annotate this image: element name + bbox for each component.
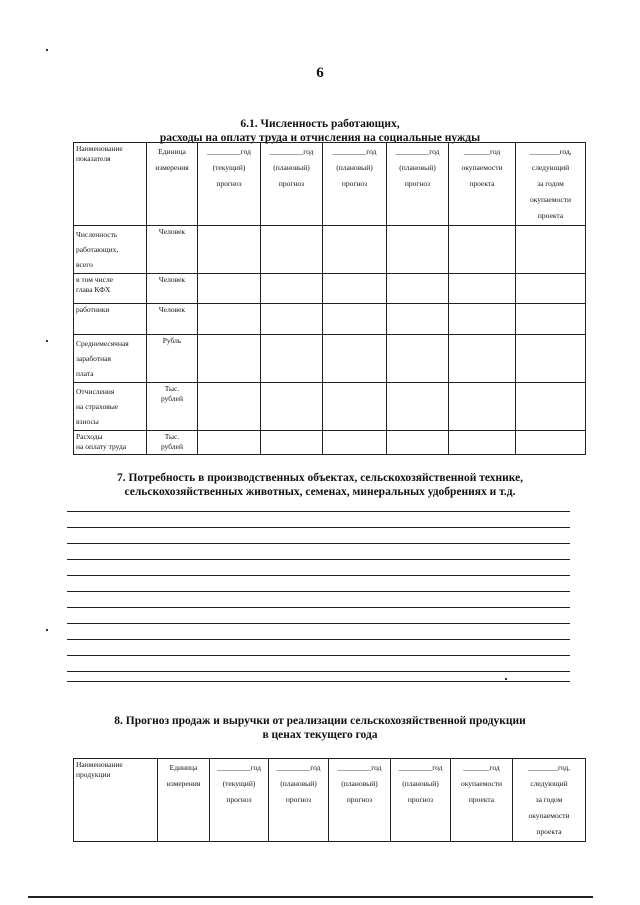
value-cell[interactable] (387, 383, 449, 431)
header-cell: _________год (плановый) прогноз (269, 759, 329, 842)
section-7-title (0, 471, 640, 499)
table-header-row (74, 759, 586, 842)
value-cell[interactable] (323, 226, 387, 274)
value-cell[interactable] (323, 304, 387, 335)
value-cell[interactable] (323, 383, 387, 431)
value-cell[interactable] (516, 335, 586, 383)
table-row (74, 431, 586, 455)
value-cell[interactable] (198, 383, 261, 431)
value-cell[interactable] (449, 431, 516, 455)
value-cell[interactable] (323, 431, 387, 455)
value-cell[interactable] (387, 335, 449, 383)
header-cell: Наименование показателя (74, 143, 147, 226)
header-cell: Наименование продукции (74, 759, 158, 842)
table-row (74, 383, 586, 431)
sales-forecast-table (73, 758, 586, 842)
section-7-title-line1: 7. Потребность в производственных объектах, сельскохозяйственной технике, (116, 472, 524, 484)
value-cell[interactable] (516, 274, 586, 304)
fill-line[interactable] (67, 681, 570, 682)
value-cell[interactable] (261, 335, 323, 383)
fill-line[interactable] (67, 543, 570, 544)
fill-line[interactable] (67, 511, 570, 512)
value-cell[interactable] (387, 431, 449, 455)
header-cell: _________год (текущий) прогноз (198, 143, 261, 226)
value-cell[interactable] (387, 226, 449, 274)
scan-speck (46, 340, 48, 342)
value-cell[interactable] (198, 274, 261, 304)
value-cell[interactable] (261, 226, 323, 274)
row-name-cell: Численность работающих, всего (74, 226, 147, 274)
scan-speck (505, 678, 507, 680)
value-cell[interactable] (449, 335, 516, 383)
header-cell: _________год (плановый) прогноз (323, 143, 387, 226)
header-cell: ________год, следующий за годом окупаемости проекта (513, 759, 586, 842)
value-cell[interactable] (261, 304, 323, 335)
table-row (74, 335, 586, 383)
row-unit-cell: Рубль (147, 335, 198, 383)
header-cell: _______год окупаемости проекта (449, 143, 516, 226)
row-unit-cell: Тыс. рублей (147, 383, 198, 431)
header-cell: Единица измерения (147, 143, 198, 226)
row-name-cell: Отчисления на страховые взносы (74, 383, 147, 431)
row-name-cell: в том числе глава КФХ (74, 274, 147, 304)
row-unit-cell: Человек (147, 274, 198, 304)
section-6-1-title (0, 117, 640, 145)
value-cell[interactable] (198, 304, 261, 335)
scan-speck (46, 629, 48, 631)
scan-speck (46, 49, 48, 51)
value-cell[interactable] (198, 335, 261, 383)
value-cell[interactable] (449, 226, 516, 274)
row-name-cell: Расходы на оплату труда (74, 431, 147, 455)
fill-line[interactable] (67, 527, 570, 528)
value-cell[interactable] (198, 431, 261, 455)
value-cell[interactable] (323, 274, 387, 304)
value-cell[interactable] (261, 274, 323, 304)
fill-line[interactable] (67, 575, 570, 576)
section-8-title-line1: 8. Прогноз продаж и выручки от реализации сельскохозяйственной продукции (114, 715, 526, 727)
section-7-title-line2: сельскохозяйственных животных, семенах, минеральных удобрениях и т.д. (124, 486, 516, 498)
fill-line[interactable] (67, 639, 570, 640)
value-cell[interactable] (516, 383, 586, 431)
header-cell: _________год (текущий) прогноз (210, 759, 269, 842)
value-cell[interactable] (323, 335, 387, 383)
table-row (74, 274, 586, 304)
fill-line[interactable] (67, 607, 570, 608)
value-cell[interactable] (516, 431, 586, 455)
value-cell[interactable] (449, 274, 516, 304)
fill-line[interactable] (67, 671, 570, 672)
value-cell[interactable] (449, 304, 516, 335)
bottom-rule (28, 896, 593, 898)
header-cell: _______год окупаемости проекта (451, 759, 513, 842)
staff-costs-table (73, 142, 586, 455)
fill-line[interactable] (67, 591, 570, 592)
value-cell[interactable] (198, 226, 261, 274)
header-cell: _________год (плановый) прогноз (261, 143, 323, 226)
value-cell[interactable] (516, 304, 586, 335)
section-6-1-title-line1: 6.1. Численность работающих, (240, 118, 400, 130)
section-6-1-title-line2: расходы на оплату труда и отчисления на социальные нужды (159, 132, 481, 144)
page-number: 6 (316, 65, 324, 81)
header-cell: Единица измерения (158, 759, 210, 842)
fill-line[interactable] (67, 559, 570, 560)
value-cell[interactable] (449, 383, 516, 431)
header-cell: ________год, следующий за годом окупаемости проекта (516, 143, 586, 226)
value-cell[interactable] (261, 431, 323, 455)
value-cell[interactable] (261, 383, 323, 431)
value-cell[interactable] (387, 304, 449, 335)
fill-line[interactable] (67, 623, 570, 624)
row-name-cell: работники (74, 304, 147, 335)
table-row (74, 226, 586, 274)
header-cell: _________год (плановый) прогноз (391, 759, 451, 842)
row-unit-cell: Тыс. рублей (147, 431, 198, 455)
header-cell: _________год (плановый) прогноз (329, 759, 391, 842)
value-cell[interactable] (387, 274, 449, 304)
header-cell: _________год (плановый) прогноз (387, 143, 449, 226)
fill-line[interactable] (67, 655, 570, 656)
table-row (74, 304, 586, 335)
row-unit-cell: Человек (147, 304, 198, 335)
row-unit-cell: Человек (147, 226, 198, 274)
section-8-title (0, 714, 640, 742)
section-8-title-line2: в ценах текущего года (262, 729, 378, 741)
row-name-cell: Среднемесячная заработная плата (74, 335, 147, 383)
table-header-row (74, 143, 586, 226)
value-cell[interactable] (516, 226, 586, 274)
